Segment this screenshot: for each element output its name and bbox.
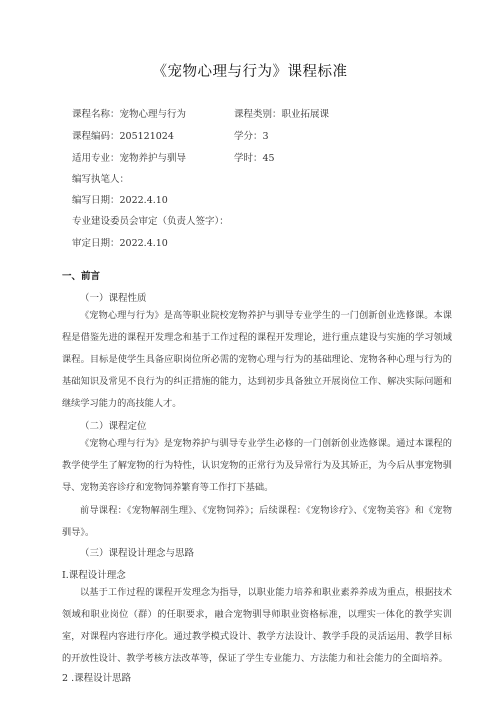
paragraph-prerequisites: 前导课程：《宠物解剖生理》、《宠物饲养》；后续课程：《宠物诊疗》、《宠物美容》和《宠物驯导》。: [62, 505, 452, 538]
course-name: 课程名称：宠物心理与行为: [72, 109, 187, 120]
committee-review: 专业建设委员会审定（负责人签字）：: [72, 216, 229, 227]
course-code: 课程编码：205121024: [72, 131, 174, 142]
section-heading-preface: 一、前言: [62, 271, 101, 282]
item-heading-design-approach: 2 .课程设计思路: [62, 673, 132, 684]
major: 适用专业：宠物养护与驯导: [72, 153, 187, 164]
paragraph-position: 《宠物心理与行为》是宠物养护与驯导专业学生必修的一门创新创业选修课。通过本课程的教学使学生了解宠物的行为特性，认识宠物的正常行为及异常行为及其矫正，为今后从事宠物驯导、宠物美容诊疗和宠物饲养繁育等工作打下基础。: [62, 438, 452, 493]
hours: 学时：45: [234, 153, 275, 164]
subsection-heading-nature: （一）课程性质: [80, 293, 147, 304]
page-title: 《宠物心理与行为》课程标准: [152, 64, 348, 80]
paragraph-nature: 《宠物心理与行为》是高等职业院校宠物养护与驯导专业学生的一门创新创业选修课。本课程是借鉴先进的课程开发理念和基于工作过程的课程开发理论，进行重点建设与实施的学习领域课程。目标是使学生具备应职岗位所必需的宠物心理与行为的基础理论、宠物各种心理与行为的基础知识及常见不良行为的纠正措施的能力，达到初步具备独立开展岗位工作、解决实际问题和继续学习能力的高技能人才。: [62, 310, 452, 409]
item-heading-design-concept: I.课程设计理念: [62, 570, 126, 581]
paragraph-design-concept: 以基于工作过程的课程开发理念为指导，以职业能力培养和职业素养养成为重点，根据技术领域和职业岗位（群）的任职要求，融合宠物驯导师职业资格标准，以理实一体化的教学实训室，对课程内容进行序化。通过教学模式设计、教学方法设计、教学手段的灵活运用、教学目标的开放性设计、教学考核方法改革等，保证了学生专业能力、方法能力和社会能力的全面培养。: [62, 587, 452, 664]
review-date: 审定日期：2022.4.10: [72, 238, 168, 249]
subsection-heading-design: （三）课程设计理念与思路: [80, 548, 195, 559]
author: 编写执笔人：: [72, 174, 130, 185]
subsection-heading-position: （二）课程定位: [80, 421, 147, 432]
credits: 学分：3: [234, 131, 269, 142]
course-type: 课程类别：职业拓展课: [234, 109, 330, 120]
write-date: 编写日期：2022.4.10: [72, 195, 168, 206]
